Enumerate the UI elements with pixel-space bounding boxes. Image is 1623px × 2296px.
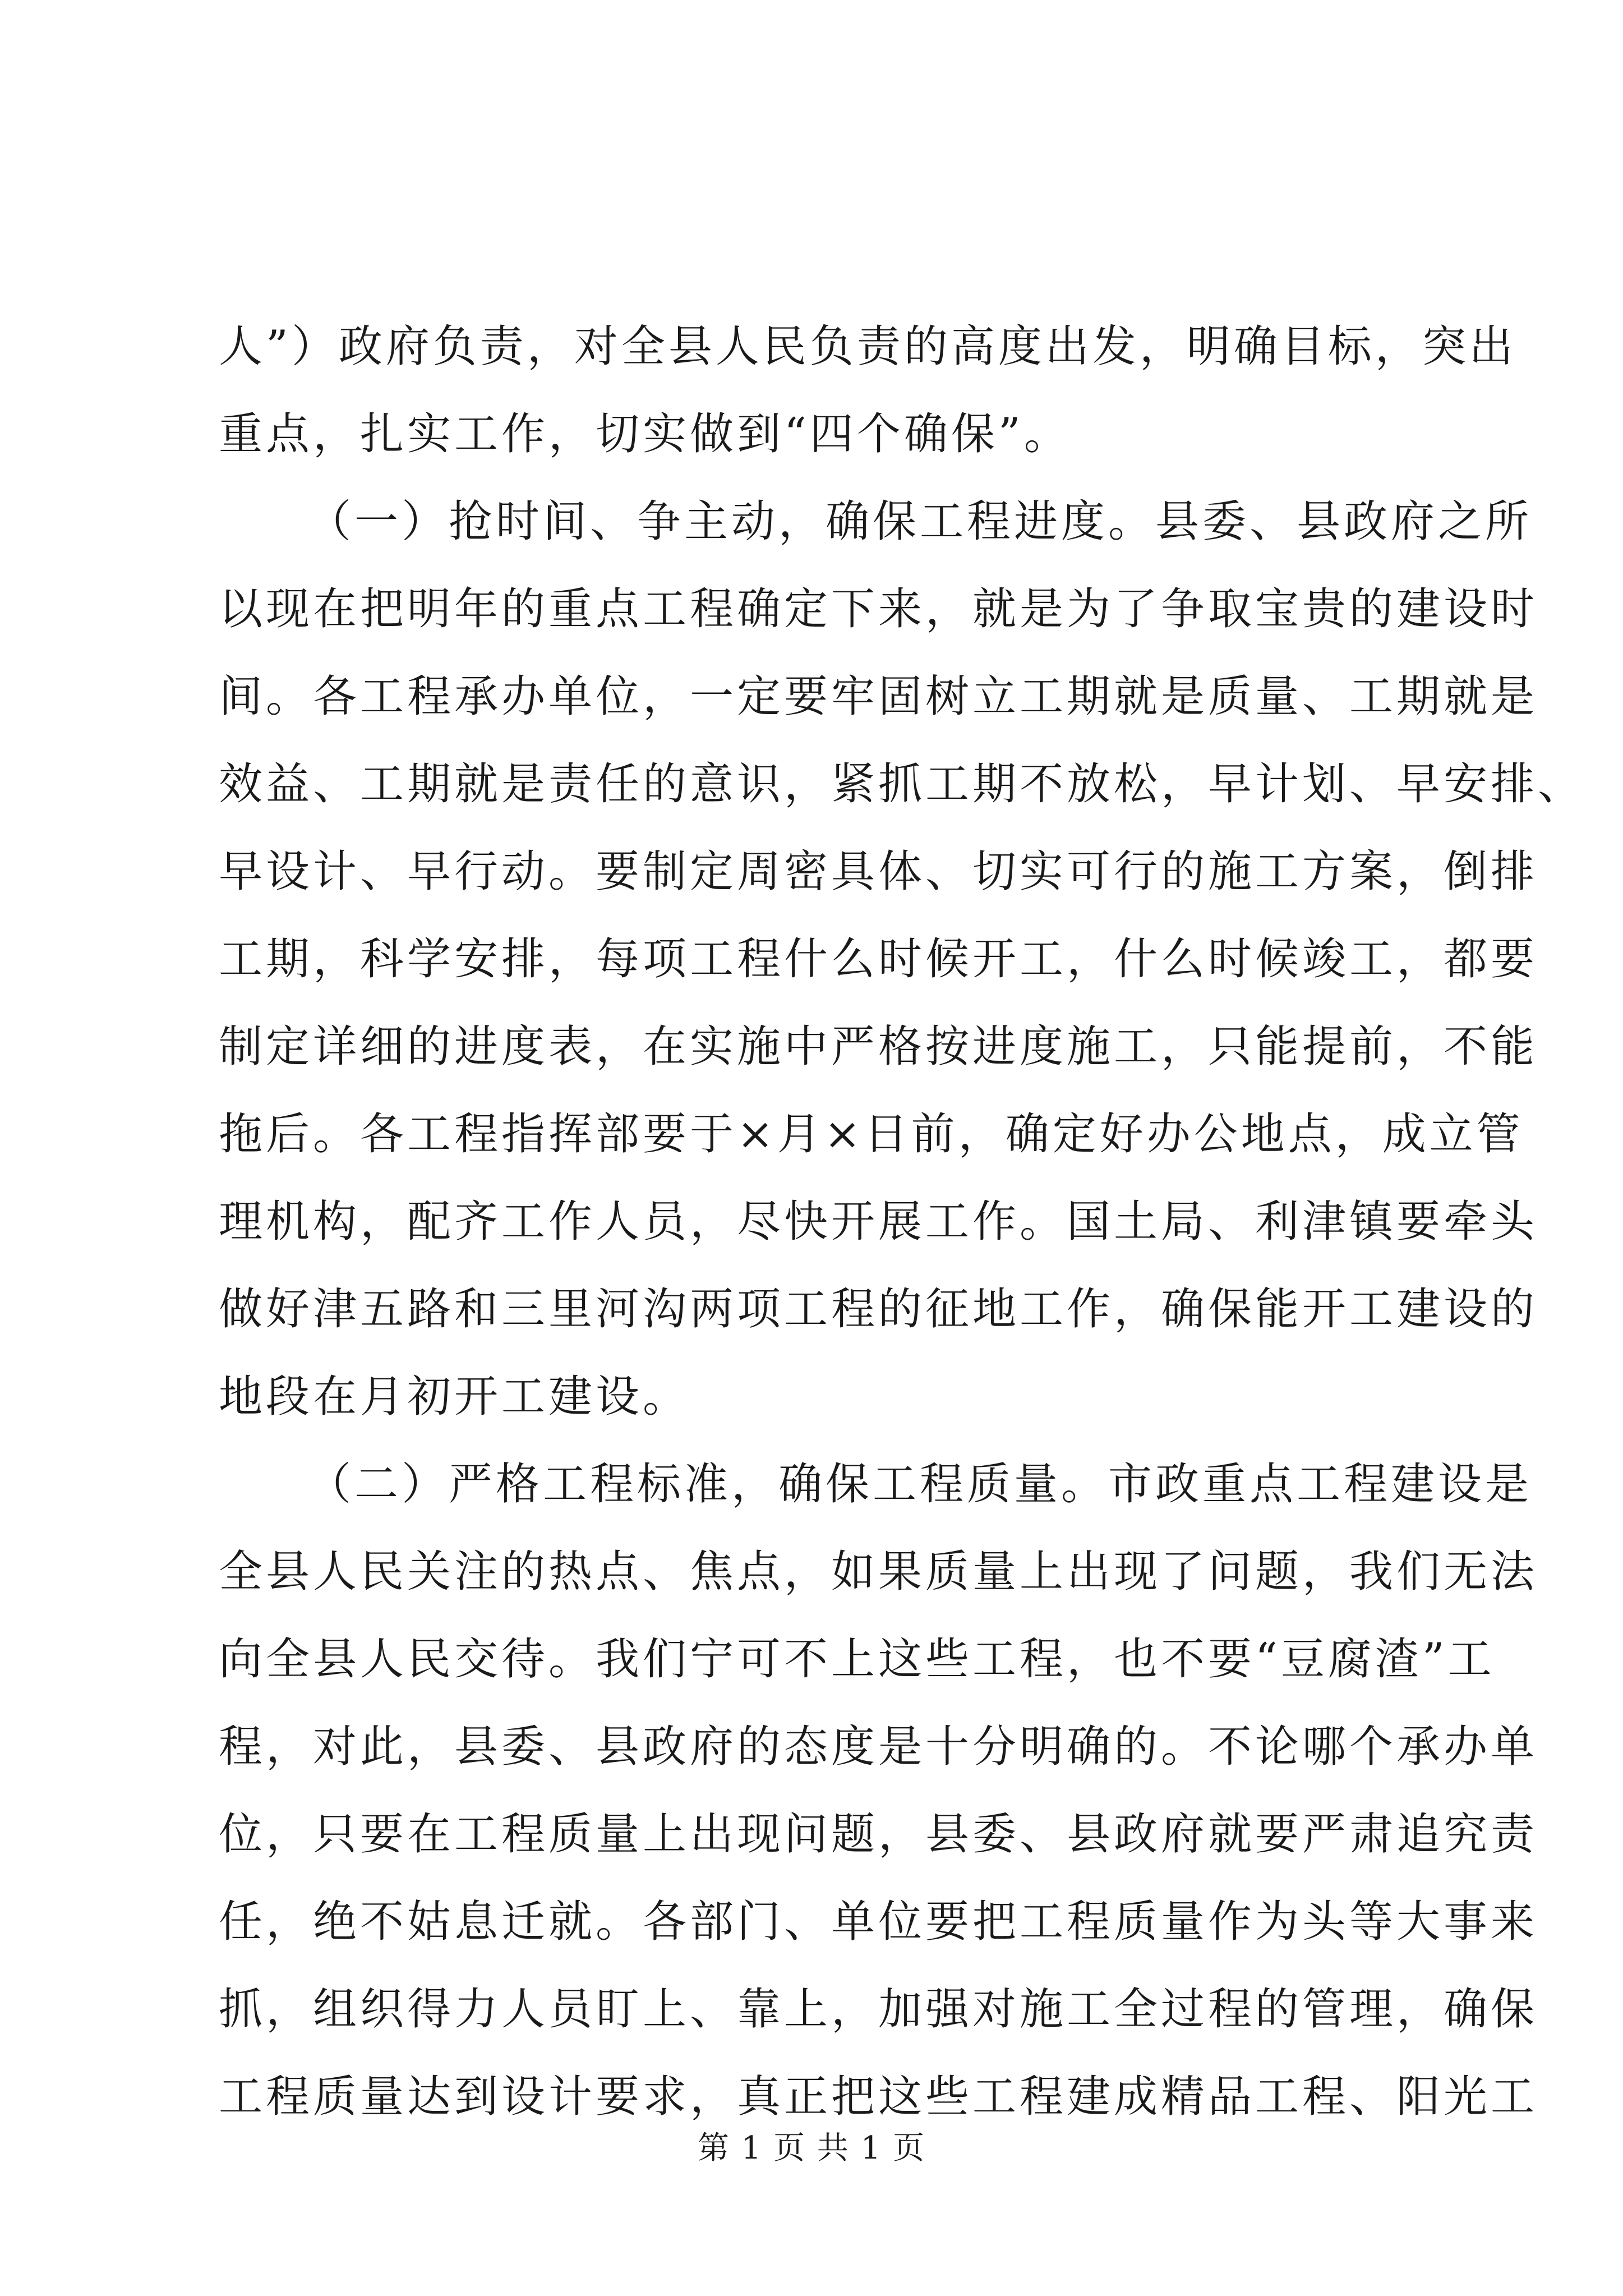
body-line: 效益、工期就是责任的意识，紧抓工期不放松，早计划、早安排、 <box>219 759 1585 809</box>
body-line: 重点，扎实工作，切实做到“四个确保”。 <box>219 409 1071 459</box>
body-line: 程，对此，县委、县政府的态度是十分明确的。不论哪个承办单 <box>219 1722 1538 1772</box>
body-line: 间。各工程承办单位，一定要牢固树立工期就是质量、工期就是 <box>219 671 1538 722</box>
page-number-footer: 第 1 页 共 1 页 <box>697 2130 926 2166</box>
body-line: 早设计、早行动。要制定周密具体、切实可行的施工方案，倒排 <box>219 846 1538 897</box>
body-line: 做好津五路和三里河沟两项工程的征地工作，确保能开工建设的 <box>219 1284 1538 1335</box>
body-line: 制定详细的进度表，在实施中严格按进度施工，只能提前，不能 <box>219 1022 1538 1072</box>
body-line: 全县人民关注的热点、焦点，如果质量上出现了问题，我们无法 <box>219 1547 1538 1597</box>
body-line: 工程质量达到设计要求，真正把这些工程建成精品工程、阳光工 <box>219 2072 1538 2122</box>
body-line: 地段在月初开工建设。 <box>219 1372 690 1422</box>
body-line: 任，绝不姑息迁就。各部门、单位要把工程质量作为头等大事来 <box>219 1897 1538 1947</box>
body-line: 以现在把明年的重点工程确定下来，就是为了争取宝贵的建设时 <box>219 584 1538 634</box>
body-line: 人”）政府负责，对全县人民负责的高度出发，明确目标，突出 <box>219 321 1516 372</box>
document-body <box>219 303 1585 2141</box>
body-line: 位，只要在工程质量上出现问题，县委、县政府就要严肃追究责 <box>219 1809 1538 1860</box>
section-heading-line: （一）抢时间、争主动，确保工程进度。县委、县政府之所 <box>307 496 1533 547</box>
section-heading-line: （二）严格工程标准，确保工程质量。市政重点工程建设是 <box>307 1459 1533 1510</box>
body-line: 工期，科学安排，每项工程什么时候开工，什么时候竣工，都要 <box>219 934 1538 984</box>
body-line: 理机构，配齐工作人员，尽快开展工作。国土局、利津镇要牵头 <box>219 1197 1538 1247</box>
body-line: 拖后。各工程指挥部要于×月×日前，确定好办公地点，成立管 <box>219 1109 1524 1159</box>
body-line: 向全县人民交待。我们宁可不上这些工程，也不要“豆腐渣”工 <box>219 1634 1495 1685</box>
body-line: 抓，组织得力人员盯上、靠上，加强对施工全过程的管理，确保 <box>219 1984 1538 2035</box>
